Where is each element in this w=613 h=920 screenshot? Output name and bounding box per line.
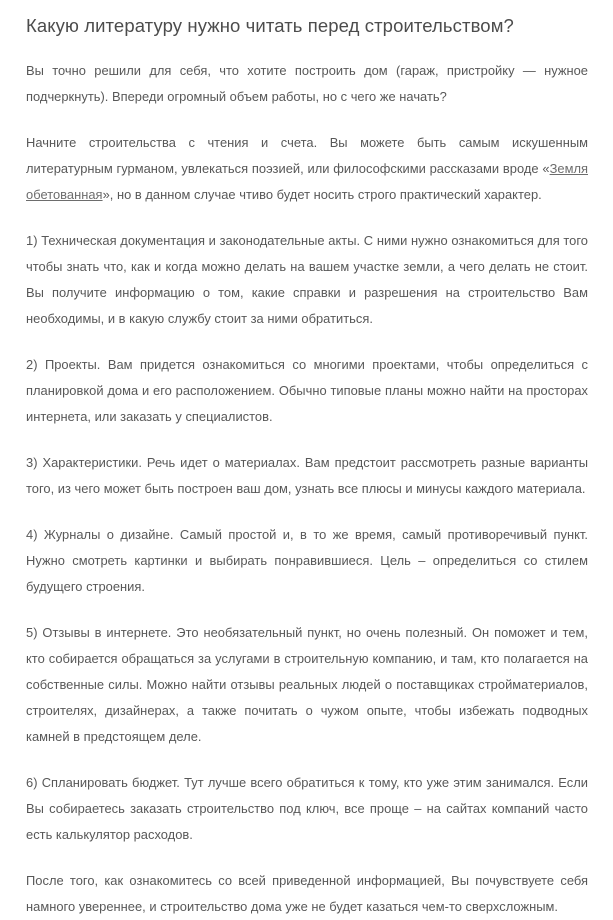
paragraph-lead-in bbox=[26, 130, 588, 208]
paragraph-item-3: 3) Характеристики. Речь идет о материалах. Вам предстоит рассмотреть разные варианты того, из чего может быть построен ваш дом, узнать все плюсы и минусы каждого материала. bbox=[26, 455, 588, 496]
paragraph-item-5: 5) Отзывы в интернете. Это необязательный пункт, но очень полезный. Он поможет и тем, кто собирается обращаться за услугами в строительную компанию, и там, кто полагается на собственные силы. Можно найти отзывы реальных людей о поставщиках стройматериалов, строителях, дизайнерах, а также почитать о чужом опыте, чтобы избежать подводных камней в предстоящем деле. bbox=[26, 625, 588, 744]
paragraph-conclusion: После того, как ознакомитесь со всей приведенной информацией, Вы почувствуете себя намного увереннее, и строительство дома уже не будет казаться чем-то сверхсложным. bbox=[26, 873, 588, 914]
lead-in-text-after-link: », но в данном случае чтиво будет носить строго практический характер. bbox=[102, 187, 542, 202]
zemlya-obetovannaya-link[interactable]: Земля обетованная bbox=[26, 161, 588, 202]
paragraph-item-4: 4) Журналы о дизайне. Самый простой и, в то же время, самый противоречивый пункт. Нужно смотреть картинки и выбирать понравившиеся. Цель – определиться со стилем будущего строения. bbox=[26, 527, 588, 594]
paragraph-item-6: 6) Спланировать бюджет. Тут лучше всего обратиться к тому, кто уже этим занимался. Если Вы собираетесь заказать строительство под ключ, все проще – на сайтах компаний часто есть калькулятор расходов. bbox=[26, 775, 588, 842]
paragraph-item-1: 1) Техническая документация и законодательные акты. С ними нужно ознакомиться для того чтобы знать что, как и когда можно делать на вашем участке земли, а чего делать не стоит. Вы получите информацию о том, какие справки и разрешения на строительство Вам необходимы, и в какую службу стоит за ними обратиться. bbox=[26, 233, 588, 326]
page-title: Какую литературу нужно читать перед строительством? bbox=[26, 15, 514, 36]
article-body bbox=[26, 58, 588, 920]
paragraph-intro: Вы точно решили для себя, что хотите построить дом (гараж, пристройку — нужное подчеркнуть). Впереди огромный объем работы, но с чего же начать? bbox=[26, 63, 588, 104]
lead-in-text-before-link: Начните строительства с чтения и счета. Вы можете быть самым искушенным литературным гурманом, увлекаться поэзией, или философскими рассказами вроде « bbox=[26, 135, 588, 176]
paragraph-item-2: 2) Проекты. Вам придется ознакомиться со многими проектами, чтобы определиться с планировкой дома и его расположением. Обычно типовые планы можно найти на просторах интернета, или заказать у специалистов. bbox=[26, 357, 588, 424]
